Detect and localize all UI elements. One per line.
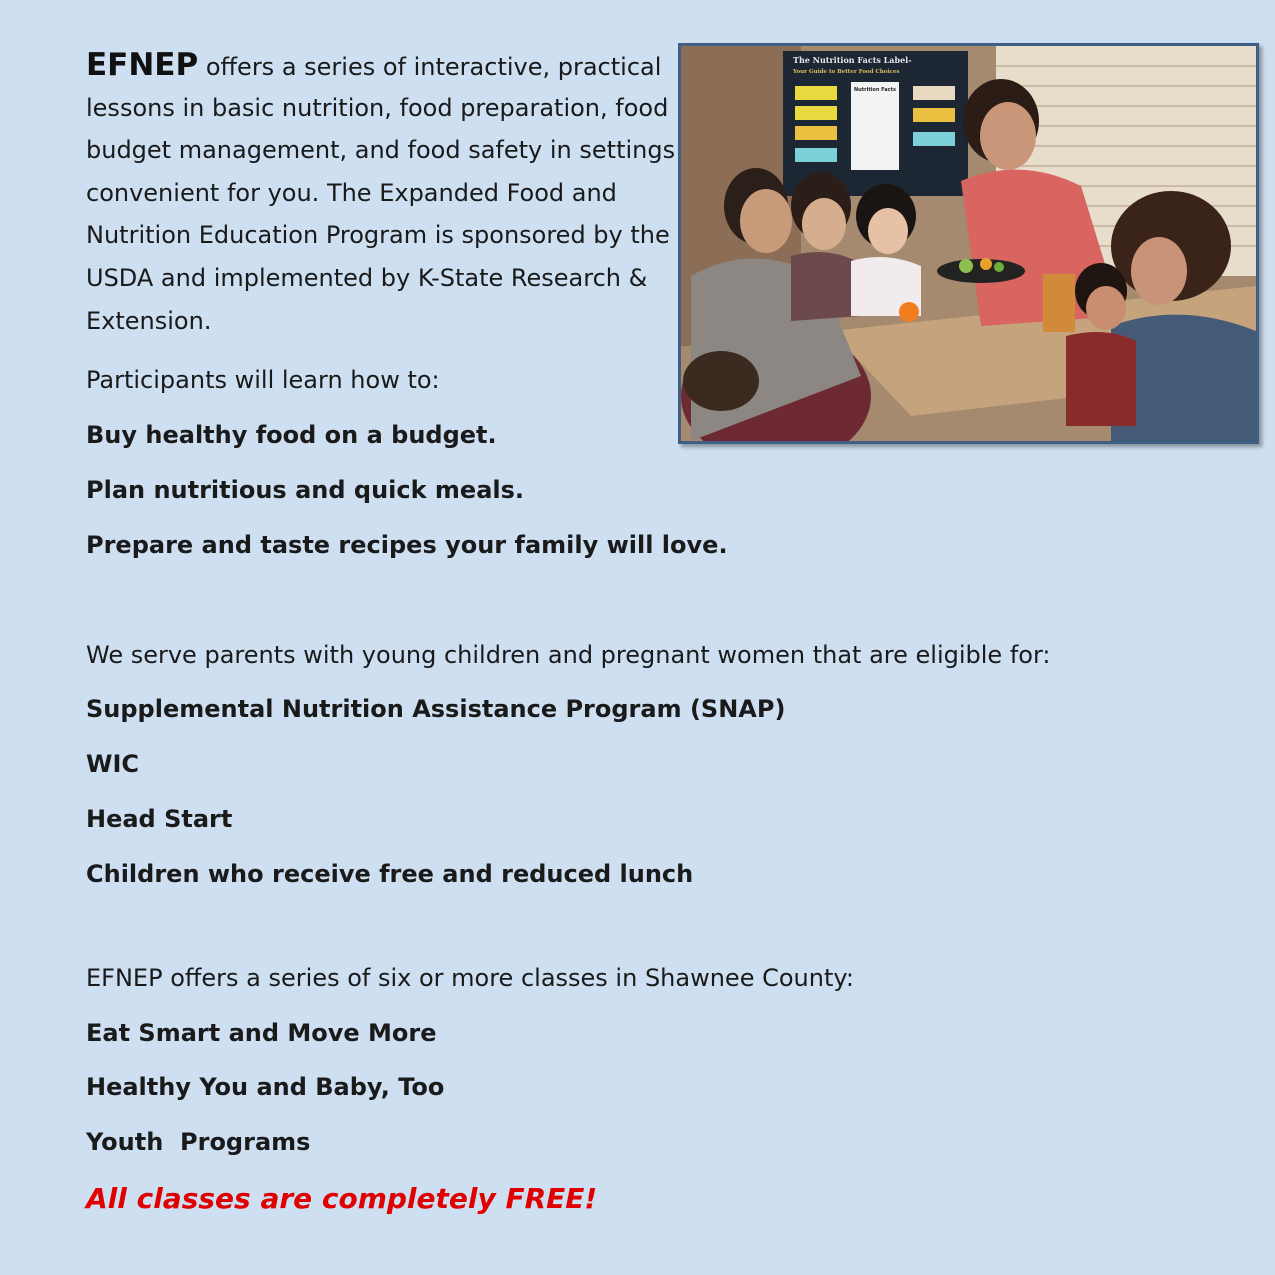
class-item-youth: Youth Programs: [86, 1128, 311, 1156]
woman-right-face-shape: [1131, 237, 1187, 305]
poster-panel-title: Nutrition Facts: [854, 87, 896, 93]
photo-illustration: [681, 46, 1256, 441]
poster-box-6: [913, 108, 955, 122]
intro-line-7: Extension.: [86, 306, 212, 335]
learn-item-recipes: Prepare and taste recipes your family will love.: [86, 531, 728, 559]
orange-shape: [899, 302, 919, 322]
intro-line-4: convenient for you. The Expanded Food and: [86, 178, 617, 207]
teacher-face-shape: [980, 102, 1036, 170]
poster-box-2: [795, 106, 837, 120]
child-hair-shape: [683, 351, 759, 411]
classes-heading: EFNEP offers a series of six or more classes in Shawnee County:: [86, 964, 854, 992]
boy-body-shape: [1066, 332, 1136, 426]
poster-box-7: [913, 132, 955, 146]
free-classes-note: All classes are completely FREE!: [86, 1182, 598, 1215]
class-item-healthy-baby: Healthy You and Baby, Too: [86, 1073, 445, 1101]
poster-box-3: [795, 126, 837, 140]
class-item-eat-smart: Eat Smart and Move More: [86, 1019, 437, 1047]
serve-heading: We serve parents with young children and pregnant women that are eligible for:: [86, 641, 1051, 669]
woman-left-body-shape: [791, 252, 861, 321]
serve-item-snap: Supplemental Nutrition Assistance Program (SNAP): [86, 695, 786, 723]
poster-title: The Nutrition Facts Label-: [793, 55, 912, 65]
poster-box-1: [795, 86, 837, 100]
cereal-box-shape: [1043, 274, 1075, 332]
food-item-3: [994, 262, 1004, 272]
intro-paragraph: [86, 44, 676, 342]
intro-line-6: USDA and implemented by K-State Research &: [86, 263, 648, 292]
poster-label-shape: [851, 82, 899, 170]
serve-item-wic: WIC: [86, 750, 140, 778]
family-class-photo: [678, 43, 1259, 444]
intro-line-1-text: offers a series of interactive, practical: [198, 53, 662, 81]
serve-item-free-lunch: Children who receive free and reduced lunch: [86, 860, 694, 888]
food-item-2: [980, 258, 992, 270]
intro-line-1: [86, 44, 676, 87]
learn-item-budget: Buy healthy food on a budget.: [86, 421, 497, 449]
intro-line-3: budget management, and food safety in settings: [86, 136, 676, 165]
poster-subtitle: Your Guide to Better Food Choices: [793, 69, 900, 75]
girl-face-shape: [868, 208, 908, 254]
poster-box-4: [795, 148, 837, 162]
serve-item-head-start: Head Start: [86, 805, 233, 833]
intro-line-2: lessons in basic nutrition, food preparation, food: [86, 93, 669, 122]
efnep-brand: EFNEP: [86, 47, 199, 83]
woman-left-face-shape: [802, 198, 846, 250]
learn-item-meals: Plan nutritious and quick meals.: [86, 476, 525, 504]
learn-heading: Participants will learn how to:: [86, 366, 440, 394]
man-face-shape: [740, 189, 792, 253]
intro-line-5: Nutrition Education Program is sponsored by the: [86, 221, 670, 250]
boy-face-shape: [1086, 286, 1126, 330]
food-item-1: [959, 259, 973, 273]
poster-box-5: [913, 86, 955, 100]
